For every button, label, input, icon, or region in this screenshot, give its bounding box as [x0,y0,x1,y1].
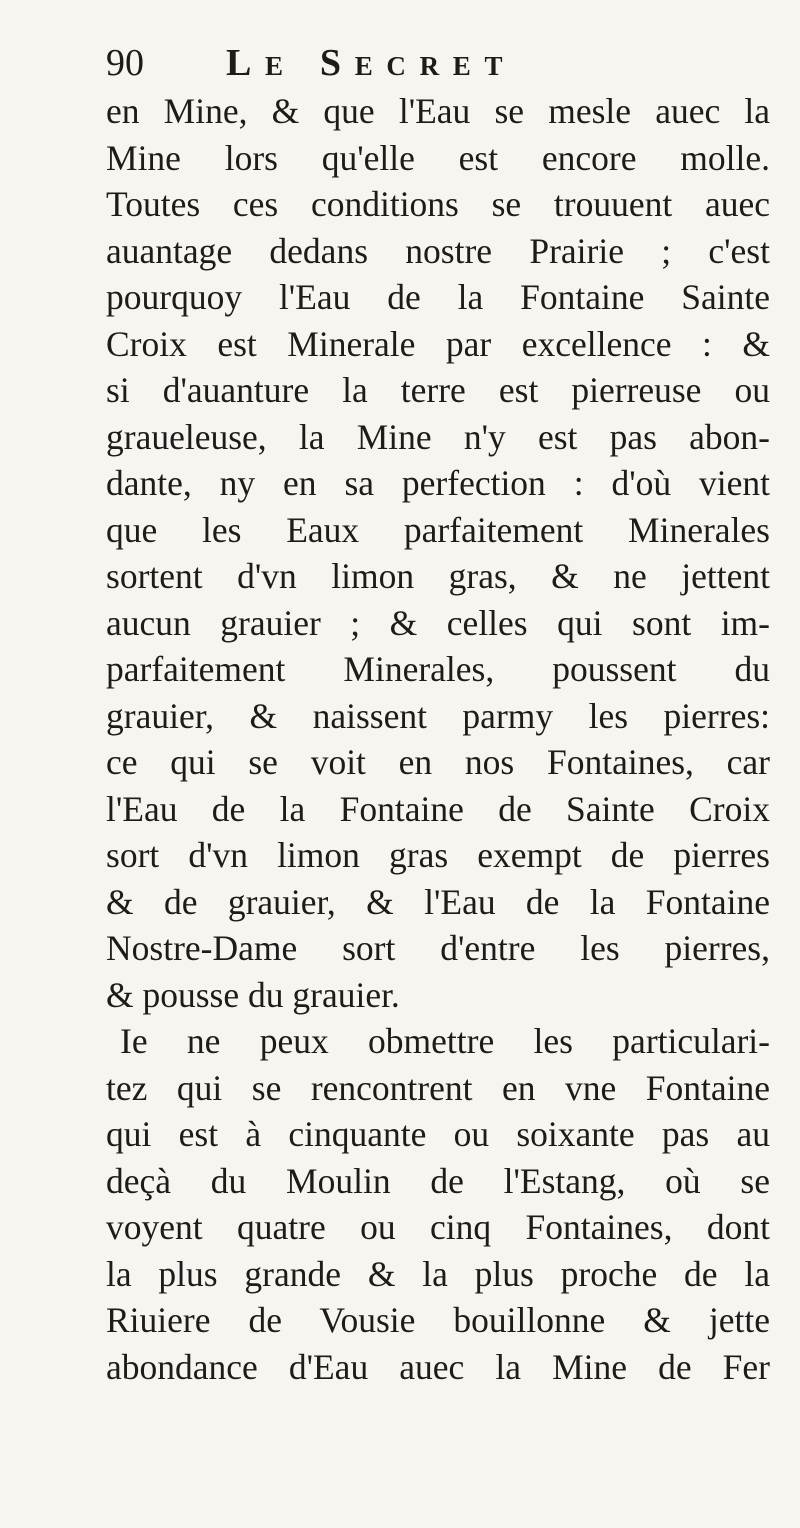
text-line: deçà du Moulin de l'Estang, où se [106,1160,770,1201]
text-line: sort d'vn limon gras exempt de pierres [106,835,770,875]
text-line: parfaitement Minerales, poussent du [106,649,770,689]
text-line: graueleuse, la Mine n'y est pas abon- [106,416,770,457]
text-line: que les Eaux parfaitement Minerales [106,509,770,550]
text-line: Croix est Minerale par excellence : & [106,323,770,364]
text-line: pourquoy l'Eau de la Fontaine Sainte [106,277,770,317]
text-line: sortent d'vn limon gras, & ne jettent [106,556,770,596]
text-line: abondance d'Eau auec la Mine de Fer [106,1346,770,1387]
paragraph-first-line: Ie ne peux obmettre les particulari- [120,1021,770,1061]
text-line: Riuiere de Vousie bouillonne & jette [106,1300,770,1340]
text-line: auantage dedans nostre Prairie ; c'est [106,230,770,271]
running-title: Le Secret [226,42,517,84]
text-line: l'Eau de la Fontaine de Sainte Croix [106,788,770,829]
text-line: & de grauier, & l'Eau de la Fontaine [106,881,770,922]
text-line: en Mine, & que l'Eau se mesle auec la [106,91,770,131]
text-line: ce qui se voit en nos Fontaines, car [106,742,770,782]
text-line: aucun grauier ; & celles qui sont im- [106,602,770,643]
paragraph-last-line: & pousse du grauier. [106,974,400,1015]
running-head [106,22,770,82]
text-line: dante, ny en sa perfection : d'où vient [106,463,770,503]
text-line: la plus grande & la plus proche de la [106,1253,770,1294]
page-number: 90 [106,42,144,84]
text-line: Toutes ces conditions se trouuent auec [106,184,770,224]
text-line: Nostre-Dame sort d'entre les pierres, [106,928,770,968]
text-line: voyent quatre ou cinq Fontaines, dont [106,1207,770,1247]
text-line: Mine lors qu'elle est encore molle. [106,137,770,178]
text-line: qui est à cinquante ou soixante pas au [106,1114,770,1154]
body-text [106,88,770,1390]
text-line: grauier, & naissent parmy les pierres: [106,695,770,736]
text-line: si d'auanture la terre est pierreuse ou [106,370,770,410]
text-line: tez qui se rencontrent en vne Fontaine [106,1067,770,1108]
